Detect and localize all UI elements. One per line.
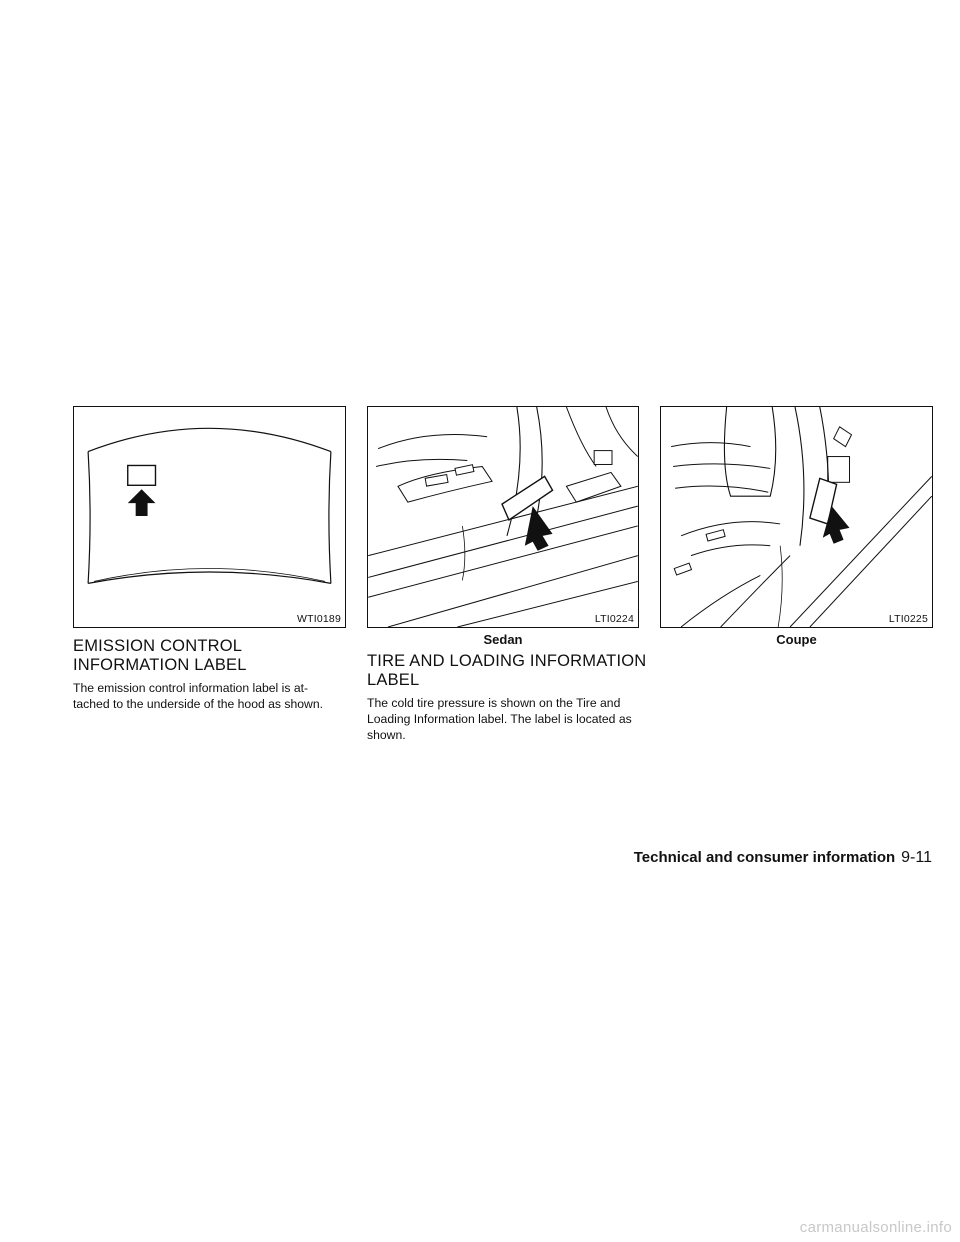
body-line: tached to the underside of the hood as shown. xyxy=(73,697,324,711)
body-line: shown. xyxy=(367,728,406,742)
coupe-door-illustration xyxy=(661,407,932,627)
body-line: The emission control information label is at- xyxy=(73,681,309,695)
page-number: 9-11 xyxy=(901,849,932,866)
figure-sedan xyxy=(367,406,639,628)
heading-line: INFORMATION LABEL xyxy=(73,656,247,674)
heading-line: EMISSION CONTROL xyxy=(73,637,243,655)
body-line: Loading Information label. The label is located as xyxy=(367,712,632,726)
label-location-box xyxy=(128,465,156,485)
figure-caption-sedan: Sedan xyxy=(483,632,523,647)
body-emission-control xyxy=(73,680,353,712)
heading-line: LABEL xyxy=(367,671,420,689)
heading-line: TIRE AND LOADING INFORMATION xyxy=(367,652,647,670)
watermark: carmanualsonline.info xyxy=(799,1219,952,1236)
heading-emission-control xyxy=(73,637,353,675)
arrow-up-icon xyxy=(128,489,156,516)
figure-code: LTI0225 xyxy=(888,613,928,625)
figure-caption-coupe: Coupe xyxy=(776,632,817,647)
footer-section-title: Technical and consumer information xyxy=(633,849,896,866)
tire-label-location xyxy=(502,476,553,520)
sedan-door-illustration xyxy=(368,407,638,627)
figure-coupe xyxy=(660,406,933,628)
body-tire-loading xyxy=(367,695,657,743)
arrow-pointer-icon xyxy=(525,506,553,551)
page-footer xyxy=(634,849,932,867)
body-line: The cold tire pressure is shown on the Tire and xyxy=(367,696,621,710)
figure-hood xyxy=(73,406,346,628)
hood-illustration xyxy=(74,407,345,627)
figure-code: WTI0189 xyxy=(297,613,341,625)
figure-code: LTI0224 xyxy=(594,613,634,625)
heading-tire-loading xyxy=(367,652,657,690)
